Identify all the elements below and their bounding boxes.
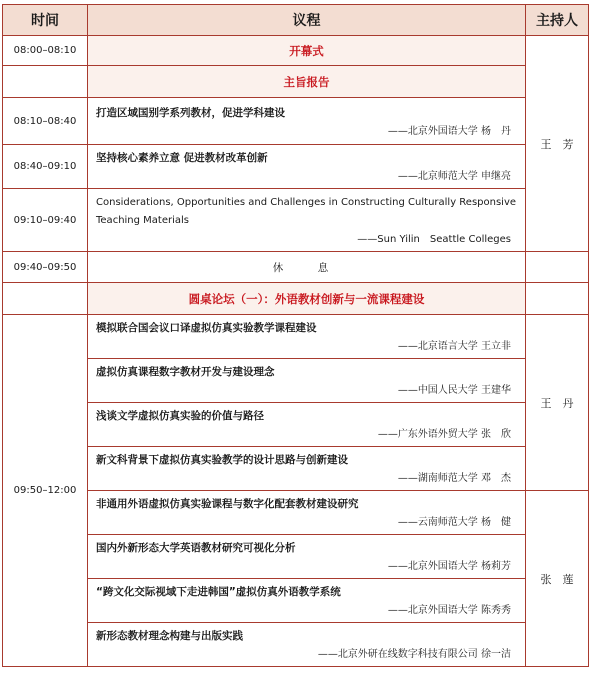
talk-speaker: ——北京外国语大学 杨莉芳 — [387, 561, 511, 572]
talk-speaker: ——中国人民大学 王建华 — [397, 385, 511, 396]
keynote-title: 主旨报告 — [88, 66, 526, 98]
table-header-row — [3, 5, 589, 36]
opening-title: 开幕式 — [88, 36, 526, 66]
table-row — [3, 447, 589, 491]
talk-title: 虚拟仿真课程数字教材开发与建设理念 — [96, 366, 275, 378]
talk-speaker: ——云南师范大学 杨 健 — [397, 517, 511, 528]
opening-row — [3, 36, 589, 66]
talk-time: 08:10–08:40 — [3, 98, 88, 145]
table-row — [3, 145, 589, 189]
forum-time-empty — [3, 283, 88, 315]
talk-cell — [88, 535, 526, 579]
host-cell-1: 王 芳 — [526, 36, 589, 252]
talk-cell — [88, 189, 526, 252]
opening-time: 08:00–08:10 — [3, 36, 88, 66]
table-row — [3, 98, 589, 145]
keynote-time-empty — [3, 66, 88, 98]
forum-title-row — [3, 283, 589, 315]
talk-speaker: ——广东外语外贸大学 张 欣 — [377, 429, 511, 440]
host-cell-3: 张 莲 — [526, 491, 589, 667]
talk-speaker: ——湖南师范大学 邓 杰 — [397, 473, 511, 484]
forum-time: 09:50–12:00 — [3, 315, 88, 667]
talk-cell — [88, 623, 526, 667]
talk-title: “跨文化交际视域下走进韩国”虚拟仿真外语教学系统 — [96, 586, 341, 598]
forum-host-empty — [526, 283, 589, 315]
talk-time: 08:40–09:10 — [3, 145, 88, 189]
talk-cell — [88, 579, 526, 623]
table-row — [3, 623, 589, 667]
talk-cell — [88, 315, 526, 359]
table-row — [3, 189, 589, 252]
talk-speaker: ——北京外国语大学 杨 丹 — [387, 125, 511, 137]
break-row — [3, 252, 589, 283]
break-time: 09:40–09:50 — [3, 252, 88, 283]
talk-title: 打造区域国别学系列教材，促进学科建设 — [96, 106, 285, 119]
talk-cell — [88, 491, 526, 535]
talk-title: 新文科背景下虚拟仿真实验教学的设计思路与创新建设 — [96, 454, 348, 466]
talk-speaker: ——北京语言大学 王立非 — [397, 341, 511, 352]
talk-title: 新形态教材理念构建与出版实践 — [96, 630, 243, 642]
keynote-row — [3, 66, 589, 98]
table-row — [3, 535, 589, 579]
talk-cell — [88, 403, 526, 447]
agenda-table — [2, 4, 589, 667]
talk-speaker: ——北京外国语大学 陈秀秀 — [387, 605, 511, 616]
table-row — [3, 403, 589, 447]
talk-title: Considerations, Opportunities and Challenges in Constructing Culturally Responsive Teaching Materials — [96, 197, 517, 226]
talk-title: 坚持核心素养立意 促进教材改革创新 — [96, 152, 268, 164]
talk-cell — [88, 447, 526, 491]
talk-title: 模拟联合国会议口译虚拟仿真实验教学课程建设 — [96, 322, 317, 334]
host-cell-2: 王 丹 — [526, 315, 589, 491]
break-label: 休 息 — [88, 252, 526, 283]
header-agenda: 议程 — [88, 5, 526, 36]
talk-cell — [88, 359, 526, 403]
table-row — [3, 359, 589, 403]
forum-title: 圆桌论坛（一）：外语教材创新与一流课程建设 — [88, 283, 526, 315]
talk-title: 国内外新形态大学英语教材研究可视化分析 — [96, 542, 296, 554]
table-row — [3, 491, 589, 535]
break-host-empty — [526, 252, 589, 283]
talk-time: 09:10–09:40 — [3, 189, 88, 252]
talk-speaker: ——Sun Yilin Seattle Colleges — [357, 234, 511, 245]
talk-title: 浅谈文学虚拟仿真实验的价值与路径 — [96, 410, 264, 422]
table-row — [3, 315, 589, 359]
talk-title: 非通用外语虚拟仿真实验课程与数字化配套教材建设研究 — [96, 498, 359, 510]
talk-cell — [88, 98, 526, 145]
talk-speaker: ——北京师范大学 申继亮 — [397, 171, 511, 182]
talk-cell — [88, 145, 526, 189]
header-time: 时间 — [3, 5, 88, 36]
header-host: 主持人 — [526, 5, 589, 36]
table-row — [3, 579, 589, 623]
talk-speaker: ——北京外研在线数字科技有限公司 徐一洁 — [317, 649, 511, 660]
